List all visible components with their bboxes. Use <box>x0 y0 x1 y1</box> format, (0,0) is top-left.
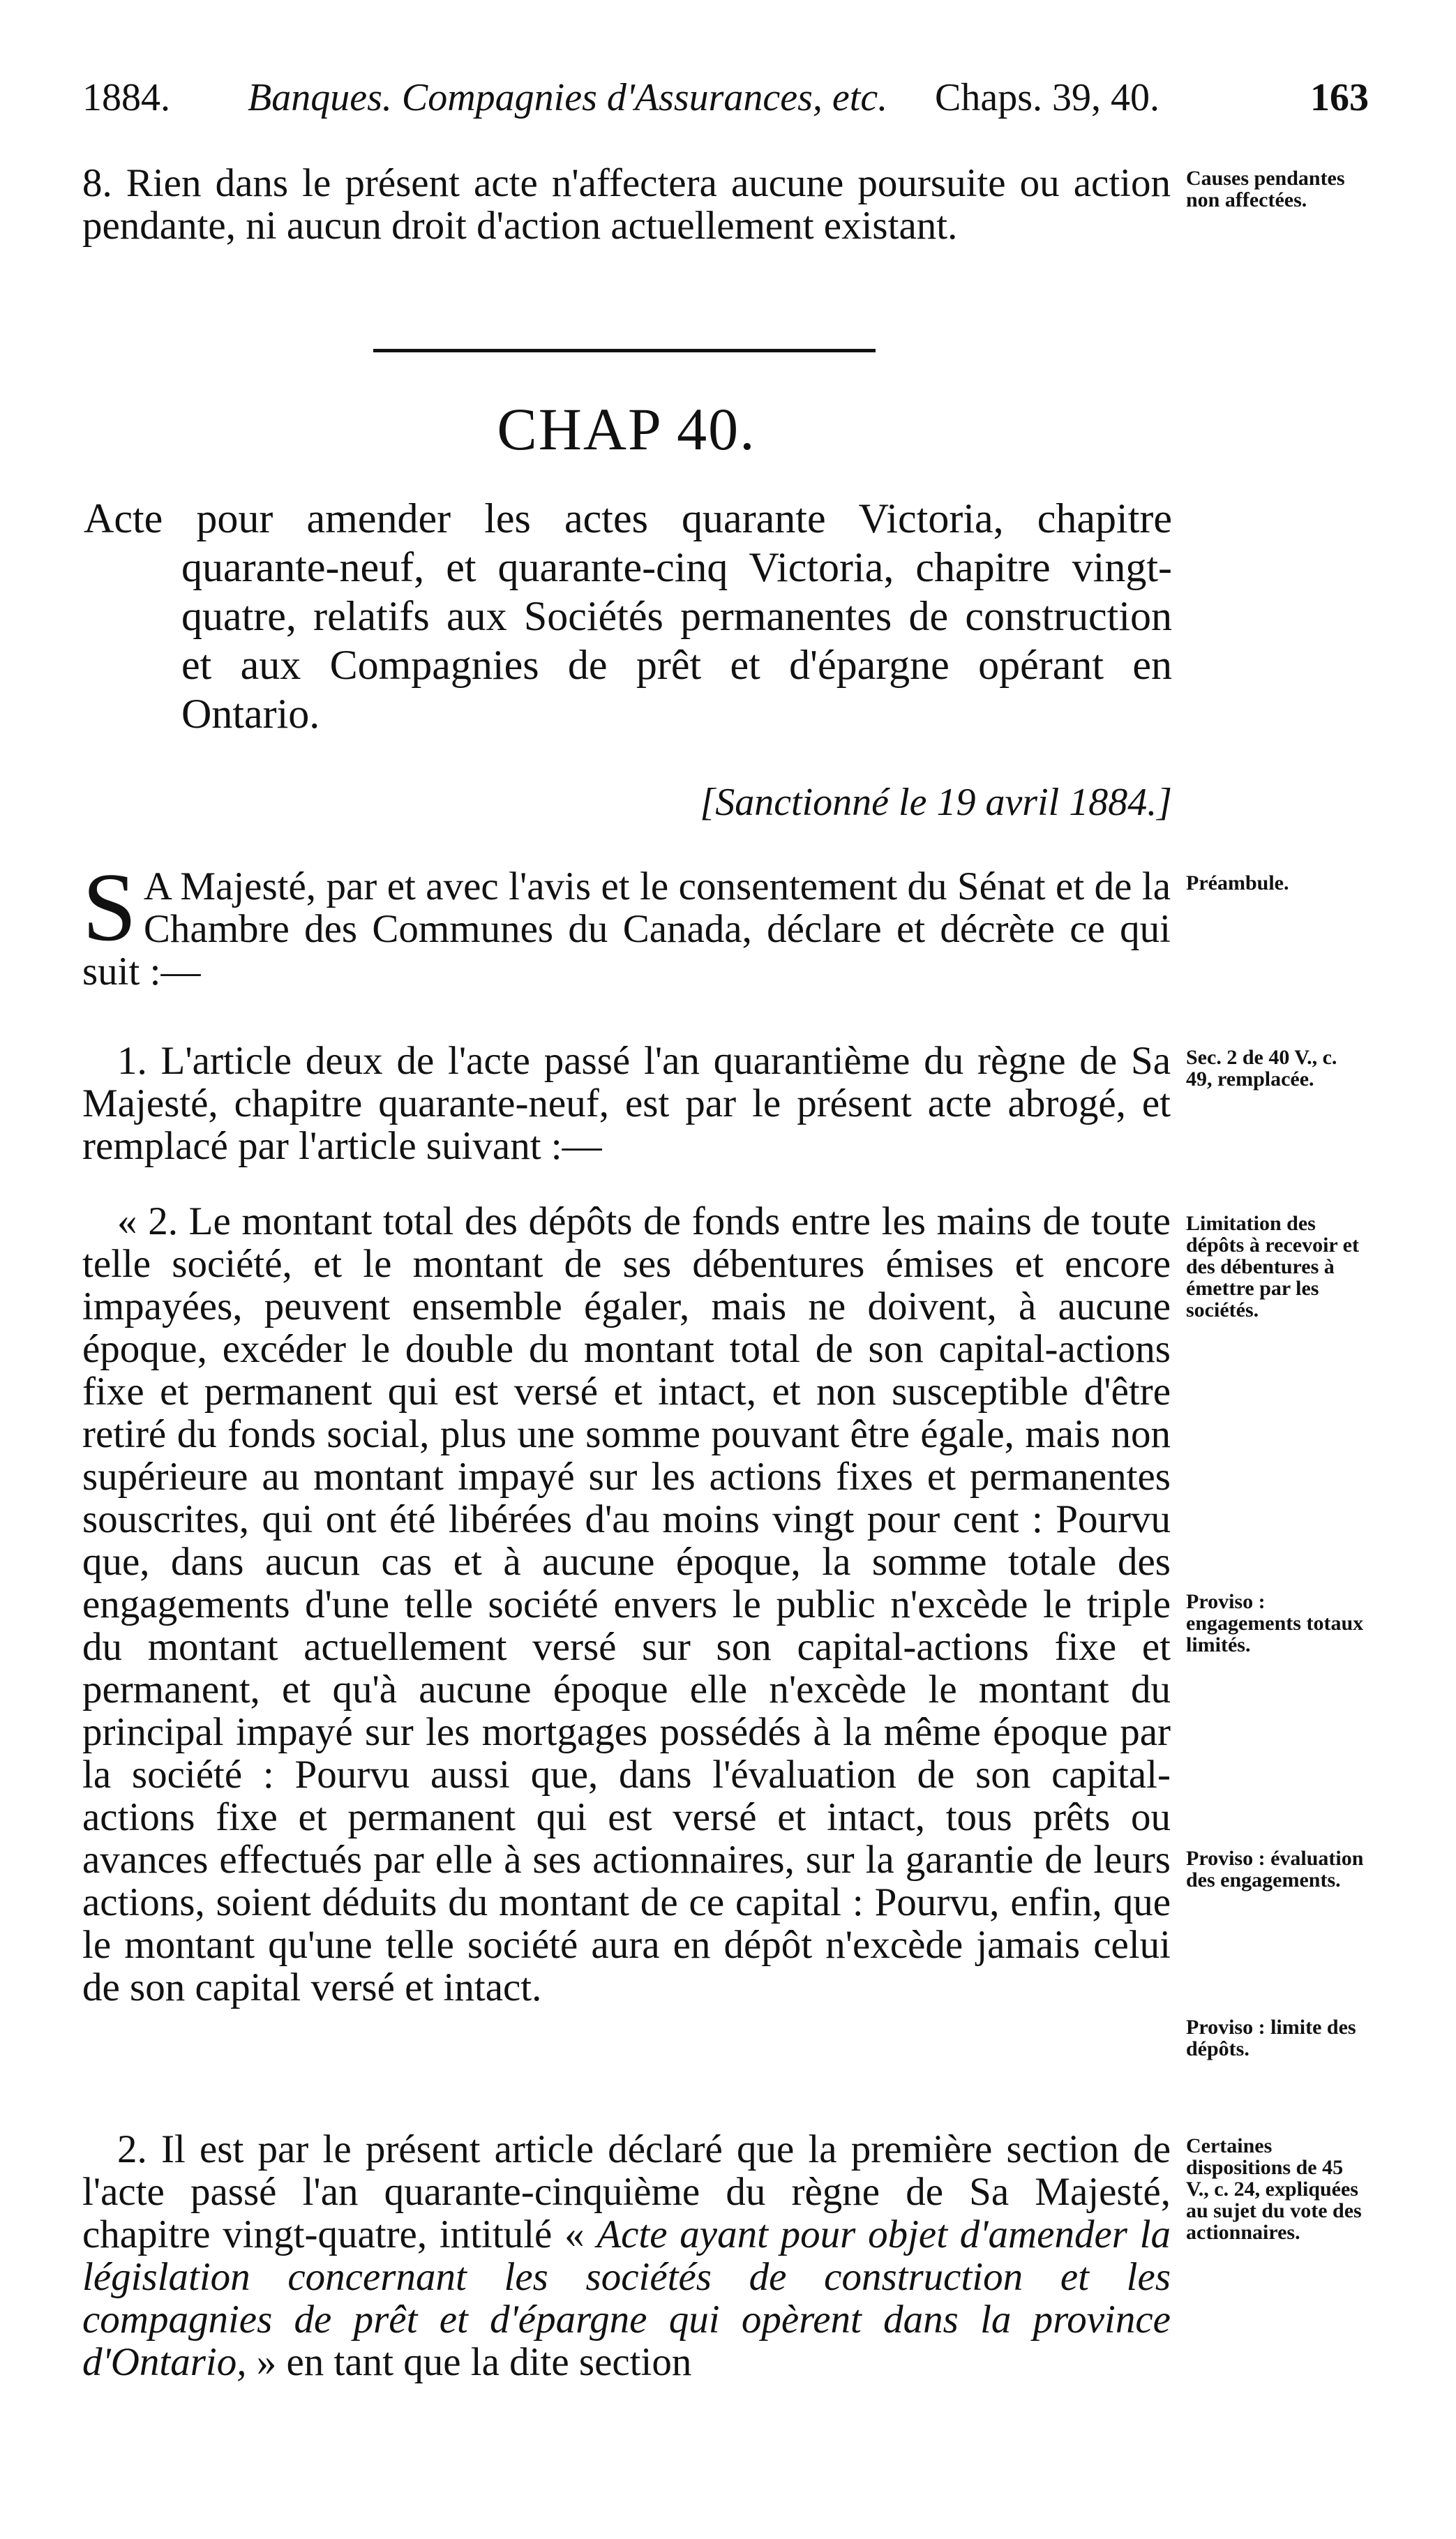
preamble-dropcap: S <box>82 853 137 961</box>
section-1-margin-note: Sec. 2 de 40 V., c. 49, remplacée. <box>1186 1046 1337 1091</box>
section-divider <box>373 349 876 352</box>
preamble-margin-note: Préambule. <box>1186 871 1289 894</box>
section-2-margin-note: Certaines dispositions de 45 V., c. 24, expliquées au sujet du vote des actionnaires. <box>1186 2134 1362 2244</box>
section-1-text: 1. L'article deux de l'acte passé l'an quarantième du règne de Sa Majesté, chapitre quarante-neuf, est par le présent acte abrogé, et remplacé par l'article suivant :— <box>82 1039 1171 1168</box>
preamble-text: A Majesté, par et avec l'avis et le consentement du Sénat et de la Chambre des Communes du Canada, déclare et décrète ce qui suit :— <box>82 864 1171 994</box>
section-2-quoted-text: « 2. Le montant total des dépôts de fonds entre les mains de toute telle société, et le montant de ses débentures émises et encore impayées, peuvent ensemble égaler, mais ne doivent, à aucune époque, excéder le double du montant total de son capital-actions fixe et permanent qui est versé et intact, et non susceptible d'être retiré du fonds social, plus une somme pouvant être égale, mais non supérieure au montant impayé sur les actions fixes et permanentes souscrites, qui ont été libérées d'au moins vingt pour cent : Pourvu que, dans aucun cas et à aucune époque, la somme totale des engagements d'une telle société envers le public n'excède le triple du montant actuellement versé sur son capital-actions fixe et permanent, et qu'à aucune époque elle n'excède le montant du principal impayé sur les mortgages possédés à la même époque par la société : Pourvu aussi que, dans l'évaluation de son capital-actions fixe et permanent qui est versé et intact, tous prêts ou avances effectués par elle à ses actionnaires, sur la garantie de leurs actions, soient déduits du montant de ce capital : Pourvu, enfin, que le montant qu'une telle société aura en dépôt n'excède jamais celui de son capital versé et intact. <box>82 1199 1171 2009</box>
section-2-text: 2. Il est par le présent article déclaré que la première section de l'acte passé l'an quarante-cinquième du règne de Sa Majesté, chapitre vingt-quatre, intitulé « Acte ayant pour objet d'amender la législation concernant les sociétés de construction et les compagnies de prêt et d'épargne qui opèrent dans la province d'Ontario, » en tant que la dite section <box>82 2127 1171 2384</box>
proviso-deposits-margin-note: Proviso : limite des dépôts. <box>1186 2016 1356 2060</box>
proviso-engagements-margin-note: Proviso : engagements totaux limités. <box>1186 1590 1364 1656</box>
section-8-margin-note: Causes pendantes non affectées. <box>1186 167 1345 211</box>
header-chapters: Chaps. 39, 40. <box>935 76 1159 119</box>
limitation-margin-note: Limitation des dépôts à recevoir et des débentures à émettre par les sociétés. <box>1186 1212 1359 1321</box>
header-year: 1884. <box>82 76 170 119</box>
proviso-evaluation-margin-note: Proviso : évaluation des engagements. <box>1186 1847 1364 1892</box>
preamble <box>82 853 1171 994</box>
sanction-date: [Sanctionné le 19 avril 1884.] <box>700 781 1172 824</box>
header-title: Banques. Compagnies d'Assurances, etc. <box>248 76 888 119</box>
act-title-italic: Acte ayant pour objet d'amender la législation concernant les sociétés de construction et les compagnies de prêt et d'épargne qui opèrent dans la province d'Ontario, <box>82 2212 1171 2384</box>
page-number: 163 <box>1310 76 1369 119</box>
section-8-text: 8. Rien dans le présent acte n'affectera aucune poursuite ou action pendante, ni aucun droit d'action actuellement existant. <box>82 161 1171 248</box>
chapter-title: Acte pour amender les actes quarante Victoria, chapitre quarante-neuf, et quarante-cinq Victoria, chapitre vingt-quatre, relatifs aux Sociétés permanentes de construction et aux Compagnies de prêt et d'épargne opérant en Ontario. <box>84 495 1172 737</box>
chapter-heading: CHAP 40. <box>497 396 756 463</box>
